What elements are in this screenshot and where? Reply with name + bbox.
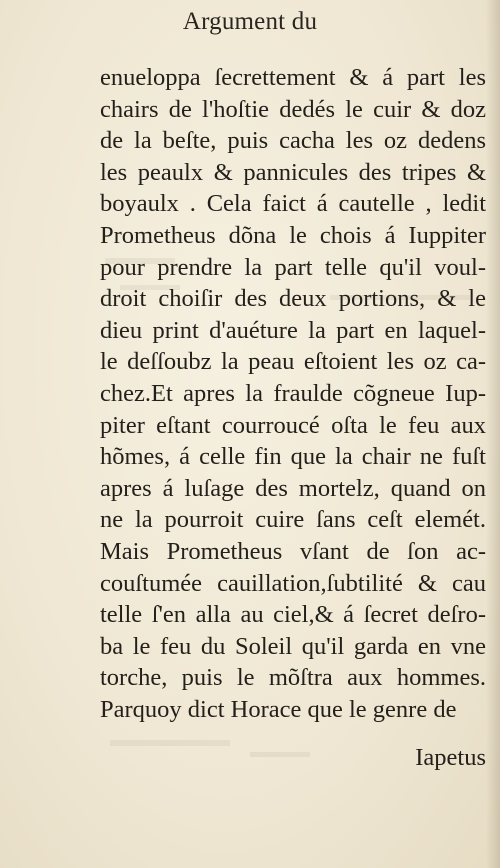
text-line: Mais Prometheus vſant de ſon ac- <box>100 537 486 565</box>
catchword: Iapetus <box>415 744 486 771</box>
body-text <box>100 62 486 725</box>
text-line: droit choiſir des deux portions, & le <box>100 285 486 313</box>
text-line: Parquoy dict Horace que le genre de <box>100 695 457 723</box>
text-line: torche, puis le mõſtra aux hommes. <box>100 664 486 692</box>
text-line: boyaulx . Cela faict á cautelle , ledit <box>100 190 486 218</box>
text-line: le deſſoubz la peau eſtoient les oz ca- <box>100 348 486 376</box>
text-line: ne la pourroit cuire ſans ceſt elemét. <box>100 506 486 534</box>
text-line: hõmes, á celle fin que la chair ne fuſt <box>100 443 486 471</box>
text-line: de la beſte, puis cacha les oz dedens <box>100 127 486 155</box>
text-line: pour prendre la part telle qu'il voul- <box>100 253 486 281</box>
text-line: piter eſtant courroucé oſta le feu aux <box>100 411 486 439</box>
text-line: Prometheus dõna le chois á Iuppiter <box>100 221 486 249</box>
text-line: enueloppa ſecrettement & á part les <box>100 64 486 91</box>
text-line: les peaulx & pannicules des tripes & <box>100 158 486 186</box>
text-line: couſtumée cauillation,ſubtilité & cau <box>100 569 486 597</box>
text-line: ba le feu du Soleil qu'il garda en vne <box>100 632 486 660</box>
text-line: chairs de l'hoſtie dedés le cuir & doz <box>100 95 486 123</box>
text-line: apres á luſage des mortelz, quand on <box>100 474 486 502</box>
running-head: Argument du <box>182 8 318 35</box>
text-line: telle ſ'en alla au ciel,& á ſecret deſro- <box>100 601 486 629</box>
text-line: dieu print d'auéture la part en laquel- <box>100 316 486 344</box>
page-edge-shadow <box>486 0 500 868</box>
text-line: chez.Et apres la fraulde cõgneue Iup- <box>100 379 486 407</box>
